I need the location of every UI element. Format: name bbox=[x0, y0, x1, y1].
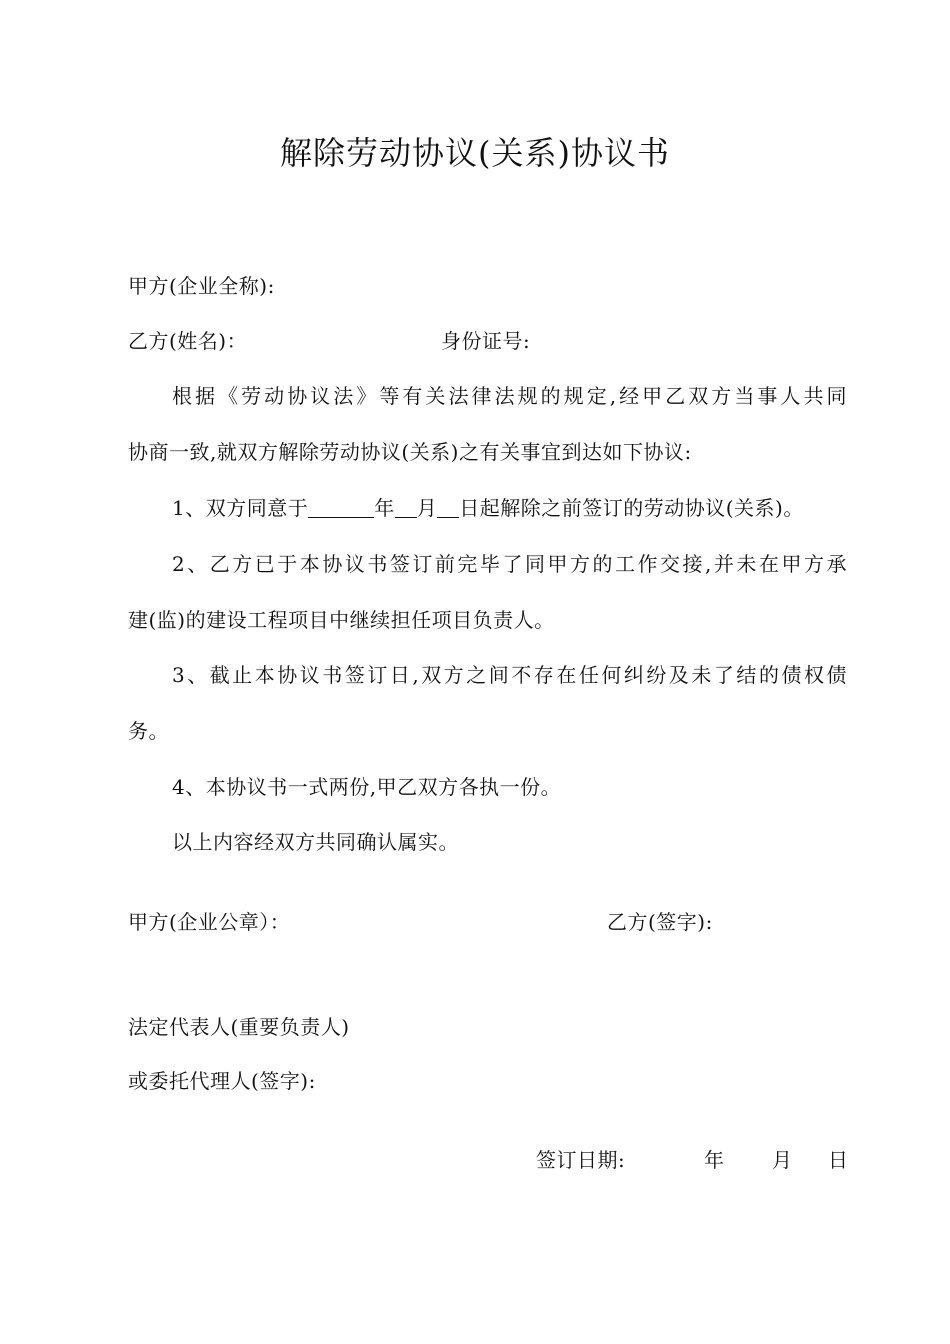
clause-1-suffix: 日起解除之前签订的劳动协议(关系)。 bbox=[459, 496, 804, 520]
day-blank bbox=[437, 497, 459, 518]
party-b-signature-label: 乙方(签字): bbox=[607, 910, 713, 934]
month-blank bbox=[395, 497, 417, 518]
clause-2-line-2: 建(监)的建设工程项目中继续担任项目负责人。 bbox=[128, 608, 555, 632]
sign-date-year: 年 bbox=[704, 1148, 725, 1172]
clause-1-month: 月 bbox=[416, 496, 438, 520]
party-b-name-label: 乙方(姓名)： bbox=[128, 329, 248, 353]
party-a-seal-label: 甲方(企业公章）： bbox=[128, 910, 291, 934]
id-number-label: 身份证号: bbox=[441, 329, 531, 353]
clause-1-year: 年 bbox=[374, 496, 395, 520]
sign-date-day: 日 bbox=[828, 1148, 849, 1172]
agent-signature-label: 或委托代理人(签字): bbox=[128, 1069, 316, 1093]
confirmation-line: 以上内容经双方共同确认属实。 bbox=[172, 830, 459, 854]
clause-3-line-1: 3、截止本协议书签订日,双方之间不存在任何纠纷及未了结的债权债 bbox=[172, 663, 847, 687]
clause-2-line-1: 2、乙方已于本协议书签订前完毕了同甲方的工作交接,并未在甲方承 bbox=[172, 552, 847, 576]
clause-3-line-2: 务。 bbox=[128, 719, 169, 743]
clause-4: 4、本协议书一式两份,甲乙双方各执一份。 bbox=[172, 775, 562, 799]
legal-representative-label: 法定代表人(重要负责人) bbox=[128, 1015, 350, 1039]
intro-line-2: 协商一致,就双方解除劳动协议(关系)之有关事宜到达如下协议: bbox=[128, 440, 692, 464]
clause-1 bbox=[172, 492, 804, 521]
document-title: 解除劳动协议(关系)协议书 bbox=[280, 134, 670, 172]
year-blank bbox=[308, 497, 374, 518]
party-a-fullname-label: 甲方(企业全称): bbox=[128, 274, 275, 298]
clause-1-prefix: 1、双方同意于 bbox=[172, 496, 309, 520]
intro-line-1: 根据《劳动协议法》等有关法律法规的规定,经甲乙双方当事人共同 bbox=[172, 384, 847, 408]
sign-date-label: 签订日期: bbox=[536, 1148, 626, 1172]
sign-date-month: 月 bbox=[772, 1148, 793, 1172]
